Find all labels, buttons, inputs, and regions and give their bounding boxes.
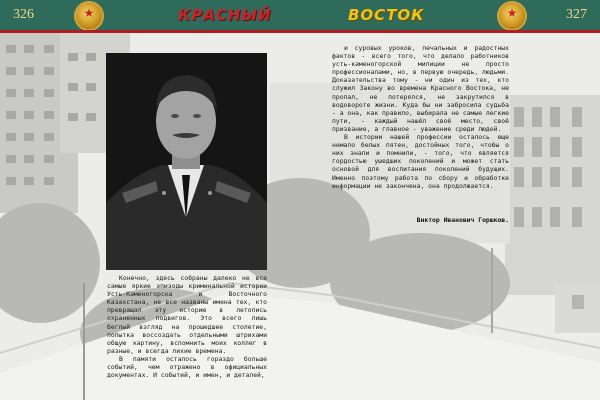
paragraph: В истории нашей профессии осталось еще немало белых пятен, достойных того, чтобы о них знали и помнили, - того, что является гордостью ушедших поколений и может стать основой для воспитания поколений будущих. Именно поэтому работа по сбору и обработке информации не закончена, она продолжается.	[332, 133, 509, 190]
paragraph: Конечно, здесь собраны далеко не все самые яркие эпизоды криминальной истории Усть-Каменогорска и Восточного Казахстана, не все названы имена тех, кто превращал эту историю в летопись охраненных подвигов. Это всего лишь беглый взгляд на прошедшее столетие, попытка воссоздать отдельными штрихами общую картину, вспомнить моих коллег в разные, и всегда лихие времена.	[107, 274, 267, 355]
background-street-photo	[0, 33, 600, 400]
book-title-red: КРАСНЫЙ	[178, 6, 272, 24]
page-number-right: 327	[566, 7, 587, 22]
left-text-column	[107, 274, 267, 379]
right-text-column	[332, 44, 509, 190]
soviet-emblem-icon: ★	[499, 3, 525, 29]
page-number-left: 326	[13, 7, 34, 22]
author-signature: Виктор Иванович Горшков.	[416, 216, 509, 224]
paragraph: и суровых уроков, печальных и радостных фактов - всего того, что делало работников усть-каменогорской милиции не просто профессионалами, но, в первую очередь, людьми. Доказательства тому - ни один из тех, кто служил Закону во времена Красного Востока, не пропал, не потерялся, не закрутился в водовороте жизни. Куда бы ни забросила судьба - а она, как правило, выбирала не самые легкие пути, - каждый нашёл своё место, своё призвание, а главное - уважение среди людей.	[332, 44, 509, 133]
portrait-photo	[106, 53, 267, 270]
paragraph: В памяти осталось гораздо больше событий, чем отражено в официальных документах. И событий, и имен, и деталей,	[107, 354, 267, 380]
soviet-emblem-icon: ★	[76, 3, 102, 29]
page-header	[0, 0, 600, 33]
book-title-yellow: ВОСТОК	[348, 6, 425, 24]
